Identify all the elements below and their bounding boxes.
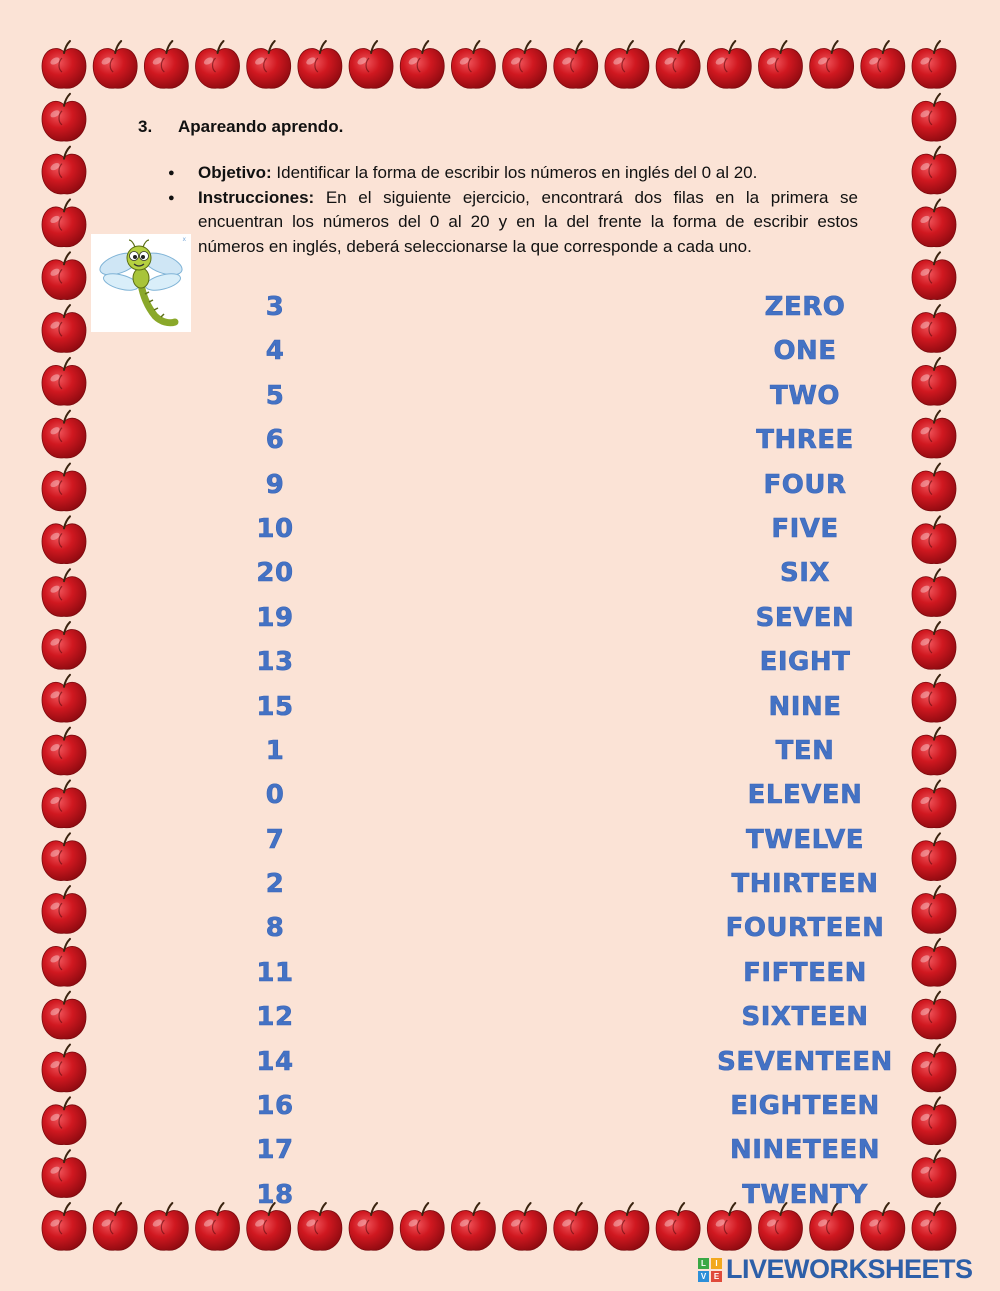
apple-icon [42,464,86,511]
instructions-text: En el siguiente ejercicio, encontrará dos filas en la primera se encuentran los números del 0 al 20 y en la del frente la forma de escribir estos números en inglés, deberá seleccionarse la que corresponde a cada uno. [198,187,858,256]
apple-icon [42,780,86,827]
words-column [685,288,925,1220]
apple-icon [912,147,956,194]
instructions-item [168,186,858,260]
apple-icon [912,94,956,141]
objective-text: Identificar la forma de escribir los números en inglés del 0 al 20. [271,163,758,182]
apple-icon [912,41,956,88]
apple-icon [42,516,86,563]
objective-label: Objetivo: [198,163,272,182]
word-item[interactable]: TWO [769,380,841,411]
apple-icon [42,833,86,880]
instructions-label: Instrucciones: [198,187,315,207]
word-item[interactable]: ONE [773,336,837,367]
word-item[interactable]: NINETEEN [730,1135,880,1166]
number-item[interactable]: 16 [256,1091,294,1122]
apple-icon [42,41,86,88]
brand-mark-letter: I [711,1258,722,1269]
apple-icon [42,1203,86,1250]
word-item[interactable]: TWELVE [745,824,865,855]
apple-icon [42,939,86,986]
apple-icon [503,41,547,88]
apple-icon [707,41,751,88]
apple-icon [42,199,86,246]
apple-icon [42,94,86,141]
number-item[interactable]: 18 [256,1179,294,1210]
word-item[interactable]: NINE [768,691,842,722]
apple-icon [93,1203,137,1250]
apple-icon [605,1203,649,1250]
word-item[interactable]: SEVENTEEN [717,1046,893,1077]
brand-text: LIVEWORKSHEETS [726,1254,973,1284]
apple-icon [554,41,598,88]
number-item[interactable]: 7 [265,824,285,855]
word-item[interactable]: SIX [780,558,830,589]
apple-icon [144,1203,188,1250]
apple-icon [605,41,649,88]
number-item[interactable]: 20 [256,558,294,589]
apple-icon [400,1203,444,1250]
apple-icon [144,41,188,88]
apple-icon [42,1150,86,1197]
number-item[interactable]: 2 [265,869,285,900]
number-item[interactable]: 6 [265,425,285,456]
number-item[interactable]: 9 [265,469,285,500]
brand-mark-letter: E [711,1271,722,1282]
apple-icon [451,1203,495,1250]
section-heading [138,117,343,137]
svg-text:x: x [182,236,186,243]
apple-icon [912,199,956,246]
apple-icon [42,675,86,722]
number-item[interactable]: 3 [265,292,285,322]
apple-icon [298,41,342,88]
brand-mark-icon [698,1258,722,1282]
word-item[interactable]: SEVEN [755,602,855,633]
word-item[interactable]: TEN [775,735,835,766]
word-item[interactable]: ZERO [764,292,846,322]
number-item[interactable]: 19 [256,602,294,633]
section-number: 3. [138,117,153,136]
number-item[interactable]: 0 [265,780,285,811]
apple-icon [400,41,444,88]
apple-icon [503,1203,547,1250]
number-item[interactable]: 4 [265,336,285,367]
word-item[interactable]: FOURTEEN [725,913,885,944]
liveworksheets-logo [698,1254,973,1285]
number-item[interactable]: 17 [256,1135,294,1166]
apple-icon [42,622,86,669]
apple-icon [42,1045,86,1092]
apple-icon [42,886,86,933]
number-item[interactable]: 13 [256,647,294,678]
apple-icon [42,411,86,458]
apple-icon [42,992,86,1039]
apple-icon [349,41,393,88]
apple-icon [93,41,137,88]
number-item[interactable]: 15 [256,691,294,722]
word-item[interactable]: SIXTEEN [741,1002,869,1033]
apple-icon [42,358,86,405]
word-item[interactable]: FOUR [763,469,847,500]
apple-icon [42,728,86,775]
apple-icon [42,252,86,299]
apple-icon [42,305,86,352]
word-item[interactable]: EIGHTEEN [730,1091,880,1122]
apple-icon [810,41,854,88]
word-item[interactable]: ELEVEN [747,780,863,811]
word-item[interactable]: EIGHT [759,647,851,678]
number-item[interactable]: 14 [256,1046,294,1077]
word-item[interactable]: FIVE [771,513,839,544]
dragonfly-icon [91,234,191,332]
word-item[interactable]: THREE [756,425,854,456]
apple-icon [451,41,495,88]
number-item[interactable]: 11 [256,957,294,988]
objective-item [168,161,858,186]
apple-icon [656,41,700,88]
number-item[interactable]: 12 [256,1002,294,1033]
word-item[interactable]: TWENTY [742,1179,868,1210]
apple-icon [349,1203,393,1250]
apple-icon [42,569,86,616]
number-item[interactable]: 5 [265,380,285,411]
apple-icon [554,1203,598,1250]
number-item[interactable]: 1 [265,735,285,766]
word-item[interactable]: THIRTEEN [731,869,879,900]
numbers-column [215,288,335,1220]
brand-mark-letter: V [698,1271,709,1282]
apple-icon [42,147,86,194]
apple-icon [247,41,291,88]
apple-icon [42,1097,86,1144]
brand-mark-letter: L [698,1258,709,1269]
instructions-list [168,161,858,259]
apple-icon [758,41,802,88]
word-item[interactable]: FIFTEEN [743,957,867,988]
apple-icon [861,41,905,88]
number-item[interactable]: 10 [256,513,294,544]
section-title: Apareando aprendo. [178,117,344,136]
apple-icon [196,41,240,88]
number-item[interactable]: 8 [265,913,285,944]
